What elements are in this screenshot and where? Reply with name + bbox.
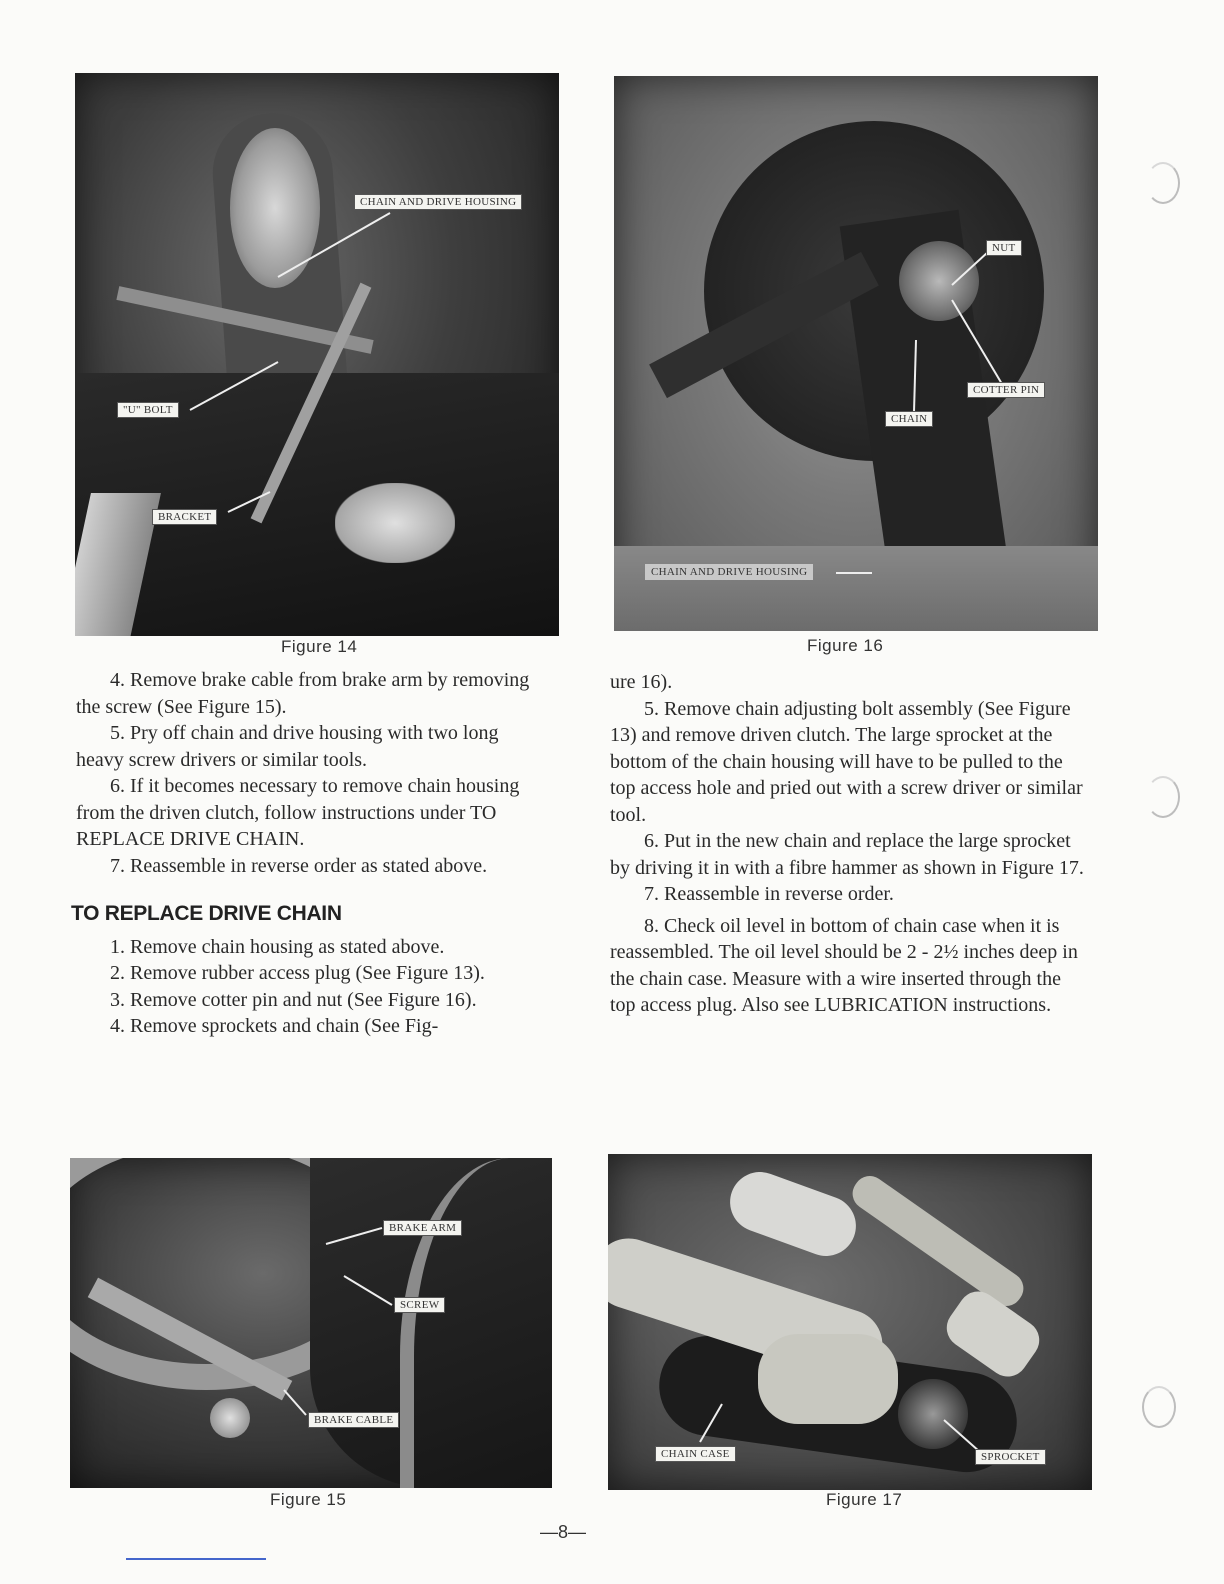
figure-16-photo bbox=[614, 76, 1098, 631]
figure-16-label-chain: CHAIN bbox=[885, 411, 933, 427]
figure-16-label-housing: CHAIN AND DRIVE HOUSING bbox=[645, 564, 813, 580]
footer-rule bbox=[126, 1558, 266, 1560]
binder-hole bbox=[1146, 162, 1180, 204]
paragraph: 7. Reassemble in reverse order as stated above. bbox=[110, 854, 488, 877]
figure-14-label-ubolt: "U" BOLT bbox=[117, 402, 179, 418]
step-item: 2. Remove rubber access plug (See Figure 13). bbox=[110, 962, 485, 984]
paragraph: 7. Reassemble in reverse order. bbox=[644, 883, 894, 905]
paragraph: 5. Pry off chain and drive housing with two long heavy screw drivers or similar tools. bbox=[76, 722, 499, 771]
figure-17-photo bbox=[608, 1154, 1092, 1490]
paragraph: ure 16). bbox=[610, 671, 673, 693]
right-text-column bbox=[610, 669, 1086, 1019]
figure-16-caption: Figure 16 bbox=[807, 636, 884, 655]
paragraph: 6. Put in the new chain and replace the large sprocket by driving it in with a fibre hammer as shown in Figure 17. bbox=[610, 830, 1084, 879]
figure-14-photo bbox=[75, 73, 559, 636]
figure-15-label-brake-cable: BRAKE CABLE bbox=[308, 1412, 399, 1428]
step-item: 3. Remove cotter pin and nut (See Figure 16). bbox=[110, 988, 477, 1011]
page-number: —8— bbox=[540, 1522, 587, 1542]
figure-15-label-brake-arm: BRAKE ARM bbox=[383, 1220, 462, 1236]
paragraph: 6. If it becomes necessary to remove chain housing from the driven clutch, follow instructions under TO REPLACE DRIVE CHAIN. bbox=[76, 775, 520, 850]
figure-16-label-cotter-pin: COTTER PIN bbox=[967, 382, 1045, 398]
figure-14-label-housing: CHAIN AND DRIVE HOUSING bbox=[354, 194, 522, 210]
paragraph: 4. Remove brake cable from brake arm by removing the screw (See Figure 15). bbox=[76, 669, 530, 718]
paragraph: 8. Check oil level in bottom of chain case when it is reassembled. The oil level should be 2 - 2½ inches deep in the chain case. Measure with a wire inserted through the top access plug. Also see LUBRICATION instructions. bbox=[610, 914, 1078, 1016]
paragraph: 5. Remove chain adjusting bolt assembly (See Figure 13) and remove driven clutch. The large sprocket at the bottom of the chain housing will have to be pulled to the top access hole and pried out with a screw driver or similar tool. bbox=[610, 697, 1083, 826]
left-text-column bbox=[71, 667, 550, 1040]
section-heading: TO REPLACE DRIVE CHAIN bbox=[71, 902, 342, 925]
figure-16-label-nut: NUT bbox=[986, 240, 1022, 256]
step-item: 4. Remove sprockets and chain (See Fig- bbox=[110, 1015, 439, 1037]
figure-17-label-chain-case: CHAIN CASE bbox=[655, 1446, 736, 1462]
figure-17-caption: Figure 17 bbox=[826, 1490, 903, 1509]
binder-hole bbox=[1146, 776, 1180, 818]
figure-17-label-sprocket: SPROCKET bbox=[975, 1449, 1046, 1465]
figure-15-label-screw: SCREW bbox=[394, 1297, 445, 1313]
binder-hole bbox=[1142, 1386, 1176, 1428]
step-item: 1. Remove chain housing as stated above. bbox=[110, 935, 445, 958]
figure-14-caption: Figure 14 bbox=[281, 637, 358, 656]
figure-14-label-bracket: BRACKET bbox=[152, 509, 217, 525]
figure-15-caption: Figure 15 bbox=[270, 1490, 347, 1509]
figure-15-photo bbox=[70, 1158, 552, 1488]
